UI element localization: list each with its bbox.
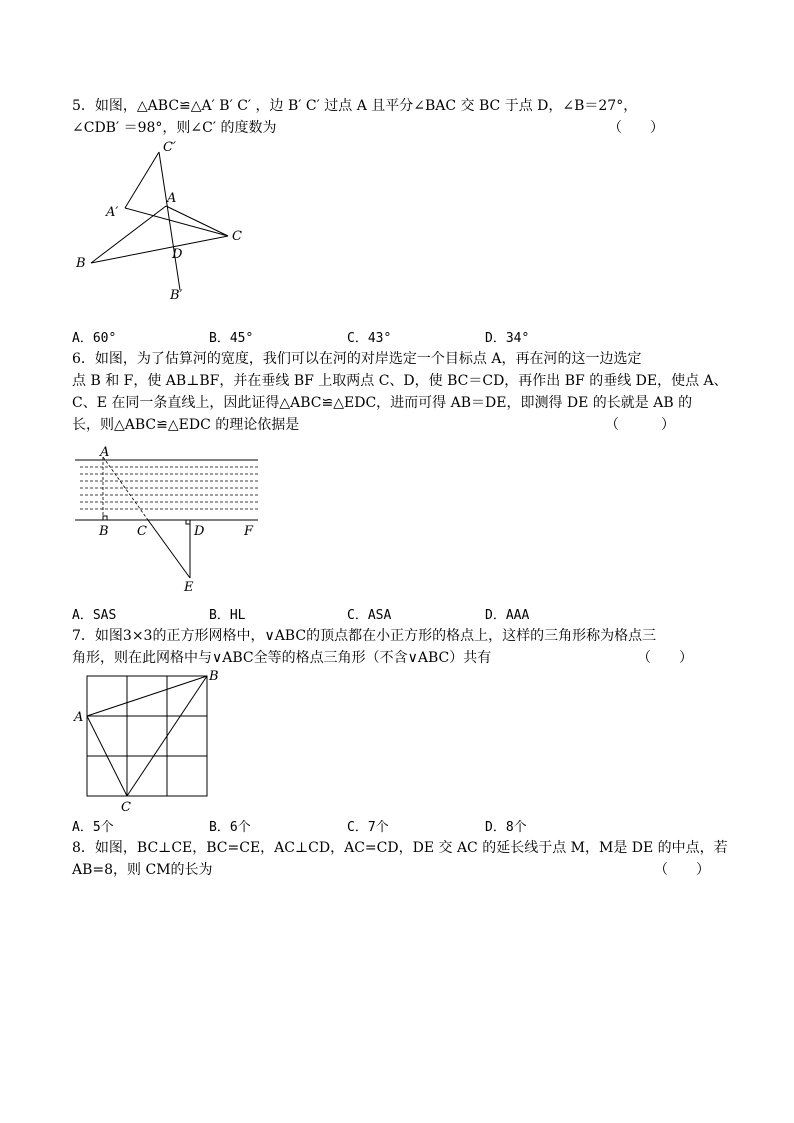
q5-option-c: C．43°: [347, 331, 392, 346]
q5-label-c-prime: C′: [163, 140, 176, 155]
q6-label-f: F: [244, 524, 254, 539]
q6-label-e: E: [184, 580, 194, 595]
q6-stem-line-4: 长，则△ABC≌△EDC 的理论依据是: [72, 417, 300, 433]
q8-answer-bracket: （ ）: [654, 862, 710, 878]
q5-stem-line-2: ∠CDB′ ＝98°，则∠C′ 的度数为: [72, 120, 277, 136]
q8-stem-line-2: AB=8，则 CM的长为: [72, 862, 213, 878]
q7-stem-line-2: 角形，则在此网格中与∨ABC全等的格点三角形（不含∨ABC）共有: [72, 650, 492, 666]
q6-stem-line-2: 点 B 和 F，使 AB⊥BF，并在垂线 BF 上取两点 C、D，使 BC＝CD，再作出 BF 的垂线 DE，使点 A、: [72, 373, 728, 389]
q5-label-b-prime: B′: [170, 288, 183, 303]
q6-answer-bracket: （ ）: [605, 417, 675, 433]
q7-option-b: B．6个: [209, 820, 251, 835]
q5-label-b: B: [76, 256, 86, 271]
q7-answer-bracket: （ ）: [637, 650, 693, 666]
q6-option-d: D．AAA: [485, 608, 530, 623]
q6-label-b: B: [99, 524, 109, 539]
q6-stem-line-3: C、E 在同一条直线上，因此证得△ABC≌△EDC，进而可得 AB＝DE，即测得 DE 的长就是 AB 的: [72, 395, 693, 411]
q6-label-a: A: [100, 445, 110, 460]
q6-option-b: B．HL: [209, 608, 246, 623]
q7-label-c: C: [121, 800, 131, 815]
q5-label-a: A: [167, 191, 177, 206]
q7-option-c: C．7个: [347, 820, 389, 835]
q6-option-a: A．SAS: [72, 608, 117, 623]
q5-option-b: B．45°: [209, 331, 254, 346]
q6-stem-line-1: 6．如图，为了估算河的宽度，我们可以在河的对岸选定一个目标点 A，再在河的这一边选定: [72, 351, 642, 367]
q5-option-d: D．34°: [485, 331, 530, 346]
q7-option-a: A．5个: [72, 820, 114, 835]
q5-label-c: C: [232, 229, 242, 244]
q6-label-c: C: [137, 524, 147, 539]
q5-option-a: A．60°: [72, 331, 117, 346]
q6-option-c: C．ASA: [347, 608, 392, 623]
q5-answer-bracket: （ ）: [608, 120, 664, 136]
q7-option-d: D．8个: [485, 820, 527, 835]
q5-stem-line-1: 5．如图，△ABC≌△A′ B′ C′ ，边 B′ C′ 过点 A 且平分∠BAC 交 BC 于点 D，∠B＝27°，: [72, 98, 638, 114]
q5-label-a-prime: A′: [106, 205, 119, 220]
q8-stem-line-1: 8．如图，BC⊥CE，BC=CE，AC⊥CD，AC=CD，DE 交 AC 的延长线于点 M，M是 DE 的中点，若: [72, 840, 728, 856]
q7-stem-line-1: 7．如图3×3的正方形网格中，∨ABC的顶点都在小正方形的格点上，这样的三角形称为格点三: [72, 628, 657, 644]
q6-label-d: D: [194, 524, 205, 539]
q7-label-a: A: [74, 710, 84, 725]
q7-label-b: B: [209, 669, 219, 684]
q5-label-d: D: [172, 247, 183, 262]
